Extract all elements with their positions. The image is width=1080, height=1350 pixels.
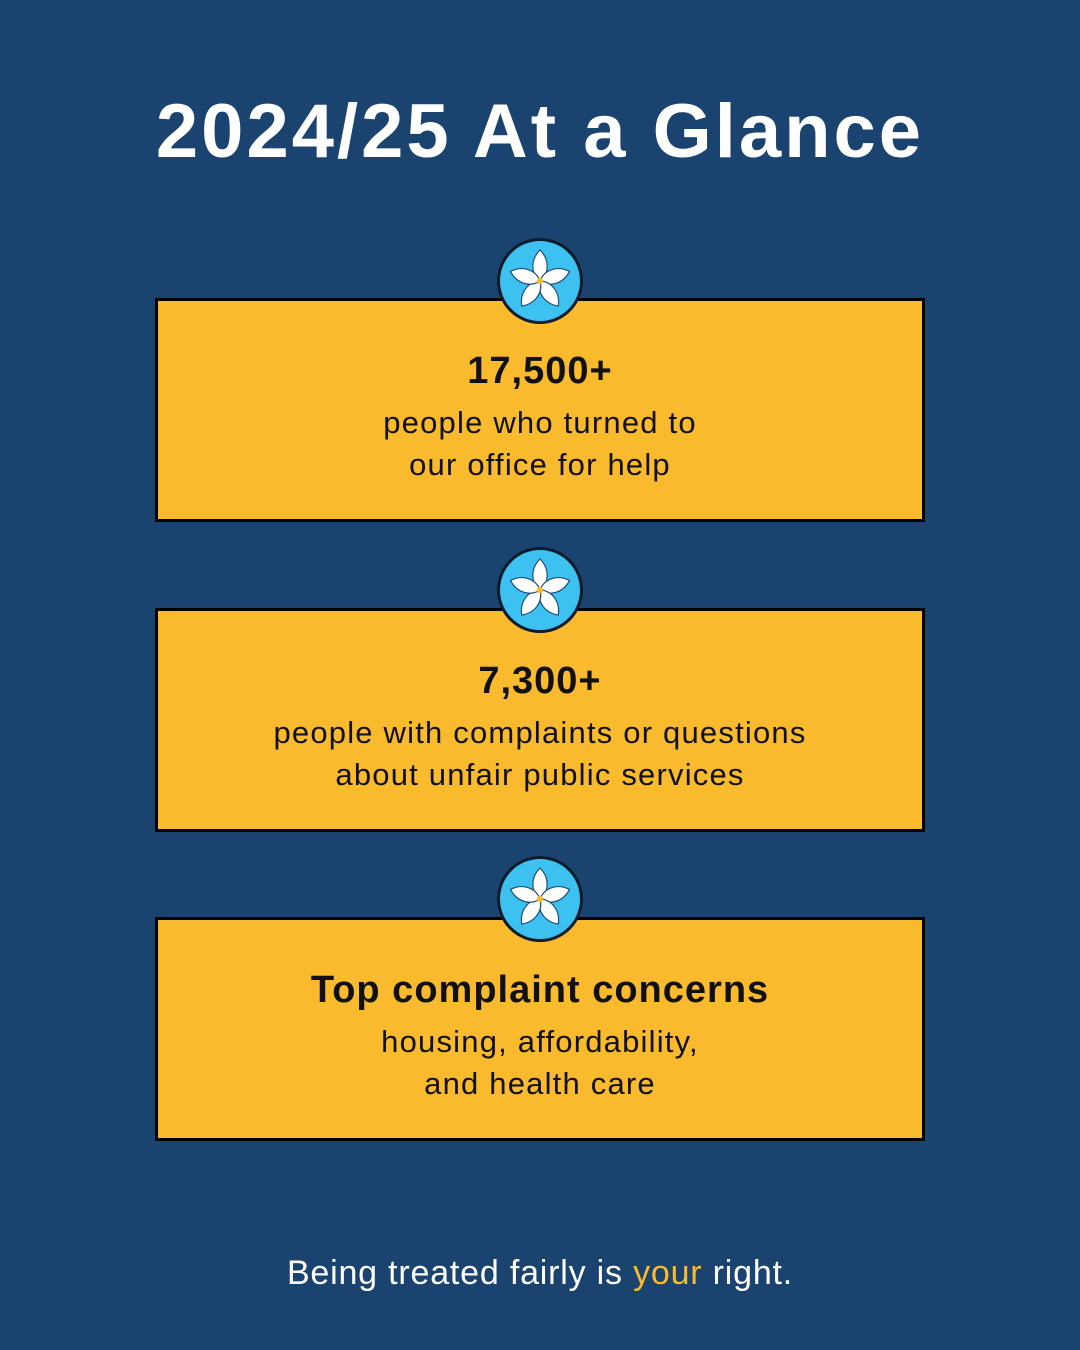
tagline-after: right. — [702, 1254, 794, 1292]
stat-description-line: housing, affordability, — [381, 1024, 699, 1059]
stat-description-line: people with complaints or questions — [273, 715, 807, 750]
flower-icon — [497, 547, 583, 633]
stat-description-line: and health care — [424, 1066, 656, 1101]
stat-value: 17,500+ — [467, 350, 613, 392]
stat-description — [158, 1021, 922, 1105]
stat-card-complaints — [155, 608, 925, 832]
page-title: 2024/25 At a Glance — [155, 89, 925, 174]
stat-description-line: about unfair public services — [335, 757, 745, 792]
stat-card-top-concerns — [155, 917, 925, 1141]
flower-icon — [497, 856, 583, 942]
stat-description-line: our office for help — [409, 447, 671, 482]
stat-card-people-helped — [155, 298, 925, 522]
stat-headline: Top complaint concerns — [310, 969, 770, 1011]
tagline-highlight: your — [633, 1254, 703, 1292]
stat-description — [158, 402, 922, 486]
flower-icon — [497, 238, 583, 324]
stat-description-line: people who turned to — [383, 405, 697, 440]
tagline — [0, 1252, 1080, 1294]
stat-value: 7,300+ — [478, 660, 602, 702]
stat-description — [158, 712, 922, 796]
tagline-before: Being treated fairly is — [286, 1254, 634, 1292]
